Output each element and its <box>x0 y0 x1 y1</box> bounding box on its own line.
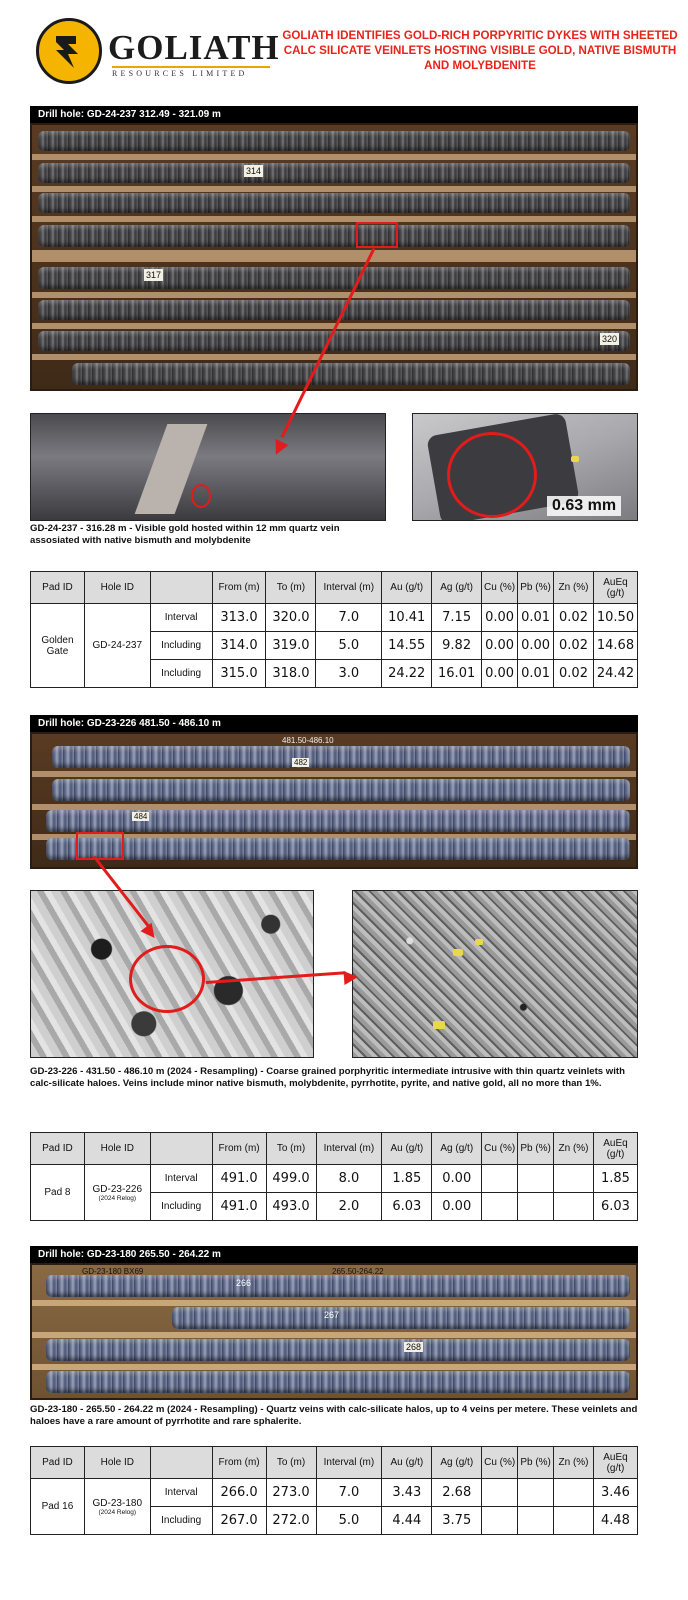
drill-hole-label-3: Drill hole: GD-23-180 265.50 - 264.22 m <box>30 1246 638 1263</box>
cu-cell: 0.00 <box>482 660 518 688</box>
from-cell: 491.0 <box>212 1193 266 1221</box>
cu-cell: 0.00 <box>482 632 518 660</box>
column-header: To (m) <box>266 1447 316 1479</box>
column-header: Pb (%) <box>518 1133 554 1165</box>
box-tag: 482 <box>294 758 308 767</box>
au-cell: 24.22 <box>382 660 432 688</box>
cu-cell: 0.00 <box>482 604 518 632</box>
photo-caption-2: GD-23-226 - 431.50 - 486.10 m (2024 - Resampling) - Coarse grained porphyritic intermediate intrusive with thin quartz veinlets with calc-silicate haloes. Veins include minor native bismuth, molybdenite, pyrrhotite, pyrite, and native gold, all no more than 1%. <box>30 1066 625 1089</box>
column-header: Interval (m) <box>316 572 382 604</box>
pad-id-cell: Golden Gate <box>31 604 85 688</box>
row-type-cell: Interval <box>150 1479 212 1507</box>
from-cell: 267.0 <box>212 1507 266 1535</box>
hole-note: (2024 Relog) <box>98 1508 137 1516</box>
headline: GOLIATH IDENTIFIES GOLD-RICH PORPYRITIC DYKES WITH SHEETED CALC SILICATE VEINLETS HOSTING VISIBLE GOLD, NATIVE BISMUTH AND MOLYBDENITE <box>282 29 678 72</box>
column-header: To (m) <box>266 572 316 604</box>
column-header: From (m) <box>212 572 266 604</box>
to-cell: 318.0 <box>266 660 316 688</box>
row-type-cell: Including <box>150 1507 212 1535</box>
box-tag: 484 <box>134 812 148 821</box>
au-cell: 4.44 <box>382 1507 432 1535</box>
table-row <box>31 1165 638 1193</box>
column-header: From (m) <box>212 1447 266 1479</box>
column-header: Hole ID <box>84 572 150 604</box>
gold-microscope-photo-2 <box>352 890 638 1058</box>
column-header <box>150 572 212 604</box>
brand-subtitle: RESOURCES LIMITED <box>112 66 270 78</box>
from-cell: 313.0 <box>212 604 266 632</box>
column-header: Au (g/t) <box>382 572 432 604</box>
column-header <box>150 1447 212 1479</box>
box-tag: 320 <box>602 334 618 344</box>
core-box-photo-3 <box>30 1263 638 1400</box>
scale-label: 0.63 mm <box>547 496 621 516</box>
table-header-row <box>31 1133 638 1165</box>
pointer-arrow-head <box>344 970 359 985</box>
pb-cell: 0.00 <box>518 632 554 660</box>
interval-cell: 7.0 <box>316 1479 382 1507</box>
column-header: Hole ID <box>84 1447 150 1479</box>
from-cell: 314.0 <box>212 632 266 660</box>
drill-hole-label-1: Drill hole: GD-24-237 312.49 - 321.09 m <box>30 106 638 123</box>
hole-id: GD-23-226 <box>92 1183 142 1195</box>
hole-note: (2024 Relog) <box>98 1194 137 1202</box>
column-header: Cu (%) <box>482 572 518 604</box>
column-header: Zn (%) <box>554 1133 594 1165</box>
box-tag: 265.50-264.22 <box>332 1267 384 1276</box>
box-tag: 268 <box>406 1342 422 1352</box>
column-header: To (m) <box>266 1133 316 1165</box>
box-tag: 314 <box>246 166 262 176</box>
drill-hole-label-2: Drill hole: GD-23-226 481.50 - 486.10 m <box>30 715 638 732</box>
column-header: Cu (%) <box>482 1133 518 1165</box>
from-cell: 315.0 <box>212 660 266 688</box>
hole-id-cell <box>84 604 150 688</box>
table-row <box>31 604 638 632</box>
pb-cell <box>518 1165 554 1193</box>
ag-cell: 0.00 <box>432 1193 482 1221</box>
photo-caption-3: GD-23-180 - 265.50 - 264.22 m (2024 - Resampling) - Quartz veins with calc-silicate halos, up to 4 veins per metere. These veinlets and haloes have a rare amount of pyrrhotite and rare sphalerite. <box>30 1404 638 1427</box>
assay-table-2 <box>30 1132 638 1221</box>
column-header: Ag (g/t) <box>432 1133 482 1165</box>
pb-cell: 0.01 <box>518 660 554 688</box>
cu-cell <box>482 1193 518 1221</box>
au-cell: 10.41 <box>382 604 432 632</box>
assay-table-1 <box>30 571 638 688</box>
pb-cell: 0.01 <box>518 604 554 632</box>
column-header: Zn (%) <box>554 1447 594 1479</box>
column-header: From (m) <box>212 1133 266 1165</box>
core-closeup-photo-2 <box>30 890 314 1058</box>
gold-microscope-photo-1 <box>412 413 638 521</box>
cu-cell <box>482 1165 518 1193</box>
column-header: Ag (g/t) <box>432 1447 482 1479</box>
from-cell: 491.0 <box>212 1165 266 1193</box>
assay-table-3 <box>30 1446 638 1535</box>
ag-cell: 2.68 <box>432 1479 482 1507</box>
column-header: Ag (g/t) <box>432 572 482 604</box>
box-tag: 317 <box>146 270 162 280</box>
au-cell: 14.55 <box>382 632 432 660</box>
zn-cell <box>554 1507 594 1535</box>
row-type-cell: Interval <box>150 1165 212 1193</box>
pad-id-cell: Pad 8 <box>31 1165 85 1221</box>
zn-cell <box>554 1193 594 1221</box>
to-cell: 499.0 <box>266 1165 316 1193</box>
hole-id: GD-23-180 <box>92 1497 142 1509</box>
cu-cell <box>482 1479 518 1507</box>
hole-id-cell <box>84 1479 150 1535</box>
table-header-row <box>31 1447 638 1479</box>
column-header: Cu (%) <box>482 1447 518 1479</box>
aueq-cell: 24.42 <box>593 660 637 688</box>
column-header: Hole ID <box>84 1133 150 1165</box>
ag-cell: 9.82 <box>432 632 482 660</box>
pad-id-cell: Pad 16 <box>31 1479 85 1535</box>
ag-cell: 16.01 <box>432 660 482 688</box>
pb-cell <box>518 1193 554 1221</box>
to-cell: 319.0 <box>266 632 316 660</box>
core-box-photo-1 <box>30 123 638 391</box>
row-type-cell: Including <box>150 660 212 688</box>
aueq-cell: 10.50 <box>593 604 637 632</box>
column-header: Zn (%) <box>554 572 594 604</box>
to-cell: 493.0 <box>266 1193 316 1221</box>
column-header: Interval (m) <box>316 1133 382 1165</box>
core-closeup-photo-1 <box>30 413 386 521</box>
aueq-cell: 4.48 <box>593 1507 637 1535</box>
hole-id: GD-24-237 <box>92 640 142 651</box>
zn-cell <box>554 1479 594 1507</box>
box-tag: 267 <box>324 1310 340 1320</box>
ag-cell: 0.00 <box>432 1165 482 1193</box>
row-type-cell: Including <box>150 632 212 660</box>
row-type-cell: Interval <box>150 604 212 632</box>
aueq-cell: 3.46 <box>593 1479 637 1507</box>
column-header: Pad ID <box>31 572 85 604</box>
column-header: Au (g/t) <box>382 1447 432 1479</box>
brand-name: GOLIATH <box>108 28 280 67</box>
column-header: AuEq (g/t) <box>593 572 637 604</box>
highlight-box <box>76 832 124 860</box>
au-cell: 1.85 <box>382 1165 432 1193</box>
column-header: AuEq (g/t) <box>593 1447 637 1479</box>
pb-cell <box>518 1507 554 1535</box>
box-tag: GD-23-180 BX69 <box>82 1267 144 1276</box>
core-box-photo-2 <box>30 732 638 869</box>
from-cell: 266.0 <box>212 1479 266 1507</box>
interval-cell: 3.0 <box>316 660 382 688</box>
aueq-cell: 14.68 <box>593 632 637 660</box>
photo-caption-1: GD-24-237 - 316.28 m - Visible gold hosted within 12 mm quartz vein assosiated with native bismuth and molybdenite <box>30 523 340 546</box>
zn-cell <box>554 1165 594 1193</box>
pb-cell <box>518 1479 554 1507</box>
box-tag: 481.50-486.10 <box>282 736 334 745</box>
logo-lightning-icon <box>50 30 88 72</box>
table-row <box>31 1479 638 1507</box>
column-header: Pad ID <box>31 1447 85 1479</box>
column-header: Interval (m) <box>316 1447 382 1479</box>
to-cell: 320.0 <box>266 604 316 632</box>
aueq-cell: 6.03 <box>593 1193 637 1221</box>
table-body <box>31 1165 638 1221</box>
column-header: AuEq (g/t) <box>593 1133 637 1165</box>
au-cell: 6.03 <box>382 1193 432 1221</box>
zn-cell: 0.02 <box>554 632 594 660</box>
aueq-cell: 1.85 <box>593 1165 637 1193</box>
interval-cell: 2.0 <box>316 1193 382 1221</box>
box-tag: 266 <box>236 1278 252 1288</box>
zn-cell: 0.02 <box>554 604 594 632</box>
cu-cell <box>482 1507 518 1535</box>
ag-cell: 7.15 <box>432 604 482 632</box>
column-header: Pb (%) <box>518 572 554 604</box>
interval-cell: 5.0 <box>316 1507 382 1535</box>
table-body <box>31 604 638 688</box>
interval-cell: 7.0 <box>316 604 382 632</box>
column-header: Pad ID <box>31 1133 85 1165</box>
table-header-row <box>31 572 638 604</box>
column-header: Pb (%) <box>518 1447 554 1479</box>
column-header <box>150 1133 212 1165</box>
zn-cell: 0.02 <box>554 660 594 688</box>
interval-cell: 8.0 <box>316 1165 382 1193</box>
column-header: Au (g/t) <box>382 1133 432 1165</box>
au-cell: 3.43 <box>382 1479 432 1507</box>
ag-cell: 3.75 <box>432 1507 482 1535</box>
hole-id-cell <box>84 1165 150 1221</box>
highlight-box <box>356 222 398 248</box>
to-cell: 273.0 <box>266 1479 316 1507</box>
interval-cell: 5.0 <box>316 632 382 660</box>
table-body <box>31 1479 638 1535</box>
to-cell: 272.0 <box>266 1507 316 1535</box>
row-type-cell: Including <box>150 1193 212 1221</box>
